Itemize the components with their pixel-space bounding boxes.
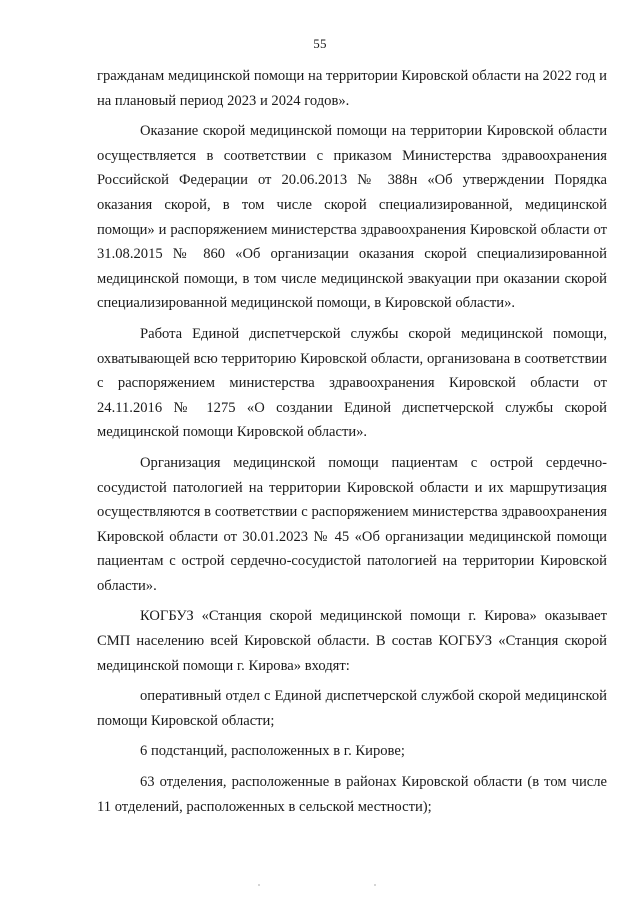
- scan-speck: [374, 884, 376, 886]
- paragraph-dispatch-service: Работа Единой диспетчерской службы скорой медицинской помощи, охватывающей всю территорию Кировской области, организована в соответствии с распоряжением министерства здравоохранения Кировской области от 24.11.2016 № 1275 «О создании Единой диспетчерской службы скорой медицинской помощи Кировской области».: [97, 325, 607, 441]
- paragraph-ambulance-care-order: Оказание скорой медицинской помощи на территории Кировской области осуществляется в соответствии с приказом Министерства здравоохранения Российской Федерации от 20.06.2013 № 388н «Об утверждении Порядка оказания скорой, в том числе скорой специализированной, медицинской помощи» и распоряжением министерства здравоохранения Кировской области от 31.08.2015 № 860 «Об организации оказания скорой специализированной медицинской помощи, в том числе медицинской эвакуации при оказании скорой специализированной медицинской помощи, в Кировской области».: [97, 123, 607, 312]
- list-item-departments: 63 отделения, расположенные в районах Кировской области (в том числе 11 отделений, расположенных в сельской местности);: [97, 774, 607, 815]
- scan-speck: [258, 884, 260, 886]
- list-item-substations: 6 подстанций, расположенных в г. Кирове;: [140, 743, 405, 760]
- paragraph-station-composition: КОГБУЗ «Станция скорой медицинской помощи г. Кирова» оказывает СМП населению всей Кировской области. В состав КОГБУЗ «Станция скорой медицинской помощи г. Кирова» входят:: [97, 608, 607, 674]
- paragraph-cardiovascular-care: Организация медицинской помощи пациентам с острой сердечно-сосудистой патологией на территории Кировской области и их маршрутизация осуществляются в соответствии с распоряжением министерства здравоохранения Кировской области от 30.01.2023 № 45 «Об организации медицинской помощи пациентам с острой сердечно-сосудистой патологией на территории Кировской области».: [97, 454, 607, 594]
- page-number: 55: [313, 36, 327, 51]
- document-body: [97, 64, 607, 825]
- list-item-operational-department: оперативный отдел с Единой диспетчерской службой скорой медицинской помощи Кировской области;: [97, 688, 607, 729]
- paragraph-continuation: гражданам медицинской помощи на территории Кировской области на 2022 год и на плановый период 2023 и 2024 годов».: [97, 68, 607, 109]
